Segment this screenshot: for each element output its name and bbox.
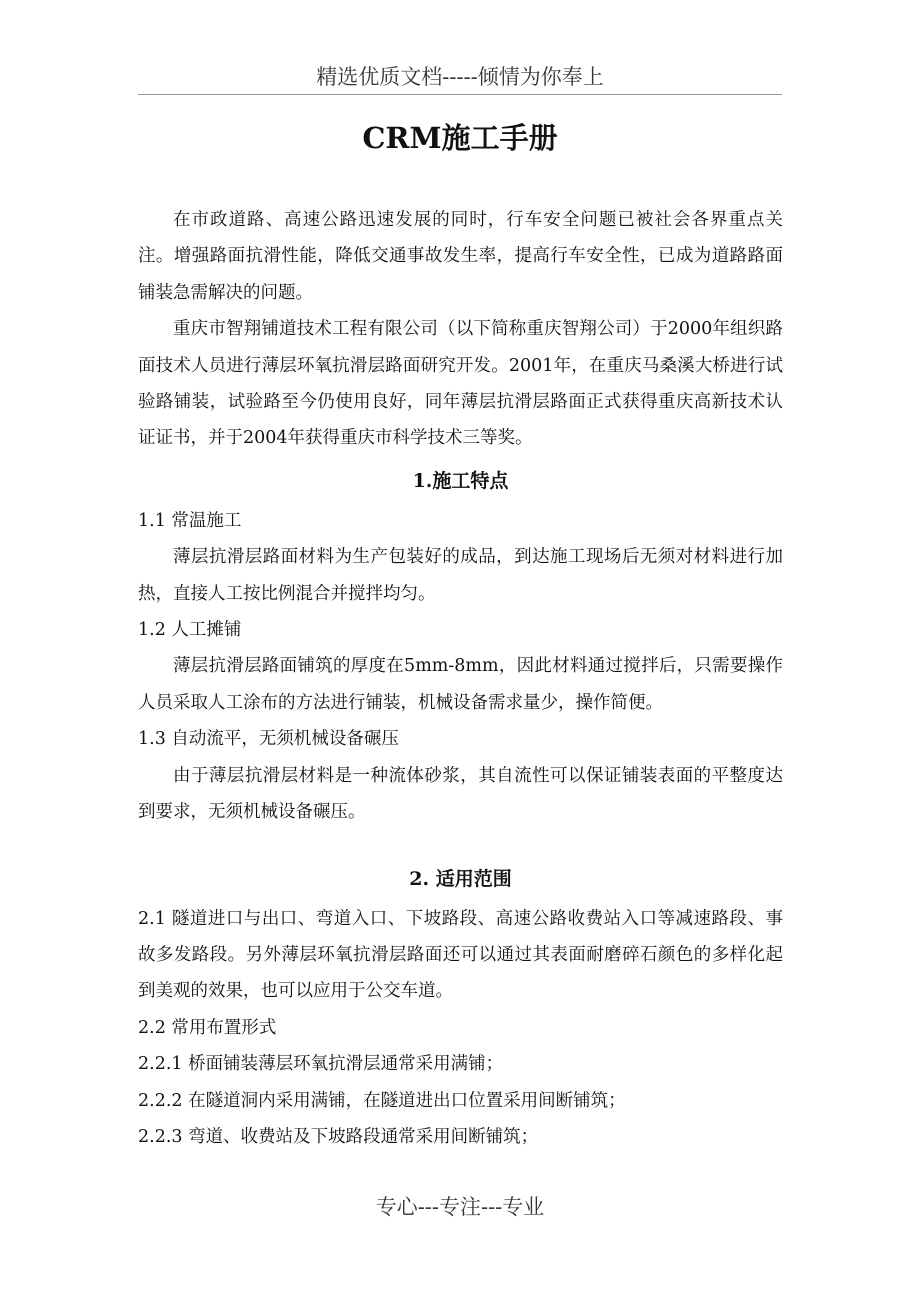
subsection-1-3-body: 由于薄层抗滑层材料是一种流体砂浆，其自流性可以保证铺装表面的平整度达到要求，无须机械设备碾压。 [138,765,783,823]
subsection-2-2-2: 2.2.2 在隧道洞内采用满铺，在隧道进出口位置采用间断铺筑； [138,1090,626,1111]
subsection-1-2-body: 薄层抗滑层路面铺筑的厚度在5mm-8mm，因此材料通过搅拌后，只需要操作人员采取人工涂布的方法进行铺装，机械设备需求量少，操作简便。 [138,656,783,713]
subsection-2-1: 2.1 隧道进口与出口、弯道入口、下坡路段、高速公路收费站入口等减速路段、事故多发路段。另外薄层环氧抗滑层路面还可以通过其表面耐磨碎石颜色的多样化起到美观的效果，也可以应用于公交车道。 [138,908,783,1002]
intro-paragraph-1: 在市政道路、高速公路迅速发展的同时，行车安全问题已被社会各界重点关注。增强路面抗滑性能，降低交通事故发生率，提高行车安全性，已成为道路路面铺装急需解决的问题。 [138,210,783,303]
subsection-2-2-1: 2.2.1 桥面铺装薄层环氧抗滑层通常采用满铺； [138,1054,504,1075]
header-divider [138,94,782,95]
document-title: CRM施工手册 [362,121,558,155]
section-2-heading: 2. 适用范围 [409,867,512,890]
page-header: 精选优质文档-----倾情为你奉上 [316,65,604,89]
subsection-2-2: 2.2 常用布置形式 [138,1017,277,1038]
subsection-2-2-3: 2.2.3 弯道、收费站及下坡路段通常采用间断铺筑； [138,1126,539,1147]
subsection-1-1-label: 1.1 常温施工 [138,510,242,531]
intro-paragraph-2: 重庆市智翔铺道技术工程有限公司（以下简称重庆智翔公司）于2000年组织路面技术人员进行薄层环氧抗滑层路面研究开发。2001年，在重庆马桑溪大桥进行试验路铺装，试验路至今仍使用良好，同年薄层抗滑层路面正式获得重庆高新技术认证证书，并于2004年获得重庆市科学技术三等奖。 [138,319,783,449]
section-1-heading: 1.施工特点 [412,469,509,492]
subsection-1-3-label: 1.3 自动流平，无须机械设备碾压 [138,729,399,750]
subsection-1-1-body: 薄层抗滑层路面材料为生产包装好的成品，到达施工现场后无须对材料进行加热，直接人工按比例混合并搅拌均匀。 [138,547,783,604]
subsection-1-2-label: 1.2 人工摊铺 [138,620,242,641]
document-body [138,202,783,1155]
page-footer: 专心---专注---专业 [375,1195,545,1219]
